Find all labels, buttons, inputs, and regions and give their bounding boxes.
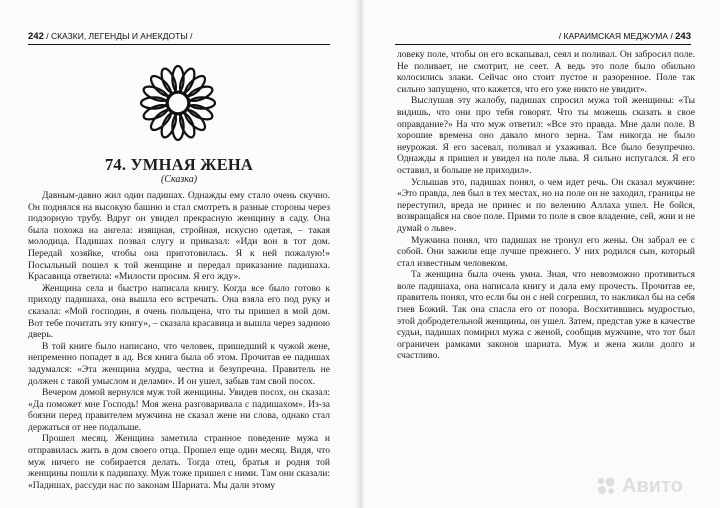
flower-rosette-icon <box>135 60 221 146</box>
left-running-title: / СКАЗКИ, ЛЕГЕНДЫ И АНЕКДОТЫ / <box>46 31 193 41</box>
paragraph: Та женщина была очень умна. Зная, что невозможно противиться воле падишаха, она написала книгу и дала ему прочесть. Прочитав ее, правитель понял, что если бы он с ней согрешил, то накликал бы на себя гнев Божий. Так она спасла его от позора. Восхитившись мудростью, этой добродетельной женщины, он ушел. Затем, представ уже в качестве судьи, падишах помирил мужа с женой, сообщив мужчине, что тот был ограничен рамками законов шариата. Муж и жена жили долго и счастливо. <box>397 269 695 362</box>
left-page-number: 242 <box>28 31 44 42</box>
story-title: 74. УМНАЯ ЖЕНА <box>104 155 254 174</box>
avito-logo-icon <box>596 476 616 496</box>
right-page-number: 243 <box>675 31 691 42</box>
paragraph: ловеку поле, чтобы он его вскапывал, сеял и поливал. Он забросил поле. Не поливает, не смотрит, не сеет. А ведь это поле было обильно колосились злаки. Сейчас оно стоит пустое и разоренное. Поле так сильно запущено, что кажется, что его уже никто не увидит». <box>397 49 695 95</box>
paragraph: Услышав это, падишах понял, о чем идет речь. Он сказал мужчине: «Это правда, лев был в тех местах, но на поле он не заходил, границы не переступил, вреда не принес и по велению Аллаха ушел. Не бойся, возвращайся на свое поле. Прими то поле в свое владение, сей, жни и не думай о льве». <box>397 176 695 234</box>
avito-watermark <box>596 474 714 498</box>
paragraph: В той книге было написано, что человек, пришедший к чужой жене, непременно попадет в ад. Вся книга была об этом. Прочитав ее падишах задумался: «Эта женщина мудра, честна и безупречна. Правитель не должен с такой умыслом и делами». И он ушел, забыв там свой посох. <box>28 340 330 387</box>
paragraph: Женщина села и быстро написала книгу. Когда все было готово к приходу падишаха, она вышла его встречать. Она взяла его под руку и сказала: «Мой господин, я очень польщена, что ты пришел в мой дом. Вот тебе почитать эту книгу», – сказала красавица и вышла через заднюю дверь. <box>28 282 330 341</box>
right-text-column <box>397 49 695 362</box>
paragraph: Вечером домой вернулся муж той женщины. Увидев посох, он сказал: «Да поможет мне Господь! Моя жена разговаривала с падишахом». Из-за боязни перед правителем мужчина не сказал жене ни слова, однако стал держаться от нее подальше. <box>28 387 330 433</box>
paragraph: Мужчина понял, что падишах не тронул его жены. Он забрал ее с собой. Они зажили еще лучше прежнего. У них родился сын, который стал известным человеком. <box>397 234 695 269</box>
left-page-header <box>28 29 330 45</box>
paragraph: Выслушав эту жалобу, падишах спросил мужа той женщины: «Ты видишь, что они про тебя говорят. Что ты можешь сказать в свое оправдание?» На что муж ответил: «Все это правда. Мне дали поле. В хорошие времена оно давало много зерна. Там никогда не было неурожая. Я его засевал, поливал и ухаживал. Все было безупречно. Однажды я пришел и увидел на поле льва. Я сильно испугался. Я его оставил, и больше не приходил». <box>397 95 695 176</box>
paragraph: Давным-давно жил один падишах. Однажды ему стало очень скучно. Он поднялся на высокую башню и стал смотреть в разные стороны через подзорную трубу. Вдруг он увидел прекрасную женщину в саду. Она была похожа на ангела: изящная, стройная, искусно одетая, – такая молодица. Падишах позвал слугу и приказал: «Иди вон в тот дом. Передай хозяйке, чтобы она приготовилась. Я к ней пожалую!» Посыльный пошел к той женщине и передал приказание падишаха. Красавица ответила: «Милости просим. Я его жду». <box>28 190 330 283</box>
watermark-text: Авито <box>622 475 683 497</box>
story-subtitle: (Сказка) <box>160 174 198 185</box>
book-gutter <box>355 0 365 508</box>
paragraph: Прошел месяц. Женщина заметила странное поведение мужа и отправилась жить в дом своего отца. Прошел еще один месяц. Видя, что муж ничего не собирается делать. Тогда отец, братья и родня той женщины пошли к падишаху. Муж тоже пришел с ними. Там они сказали: «Падишах, рассуди нас по законам Шариата. Мы дали этому <box>28 433 330 491</box>
right-page-header <box>395 29 691 45</box>
left-text-column <box>28 190 330 491</box>
right-running-title: / КАРАИМСКАЯ МЕДЖУМА / <box>558 31 673 41</box>
